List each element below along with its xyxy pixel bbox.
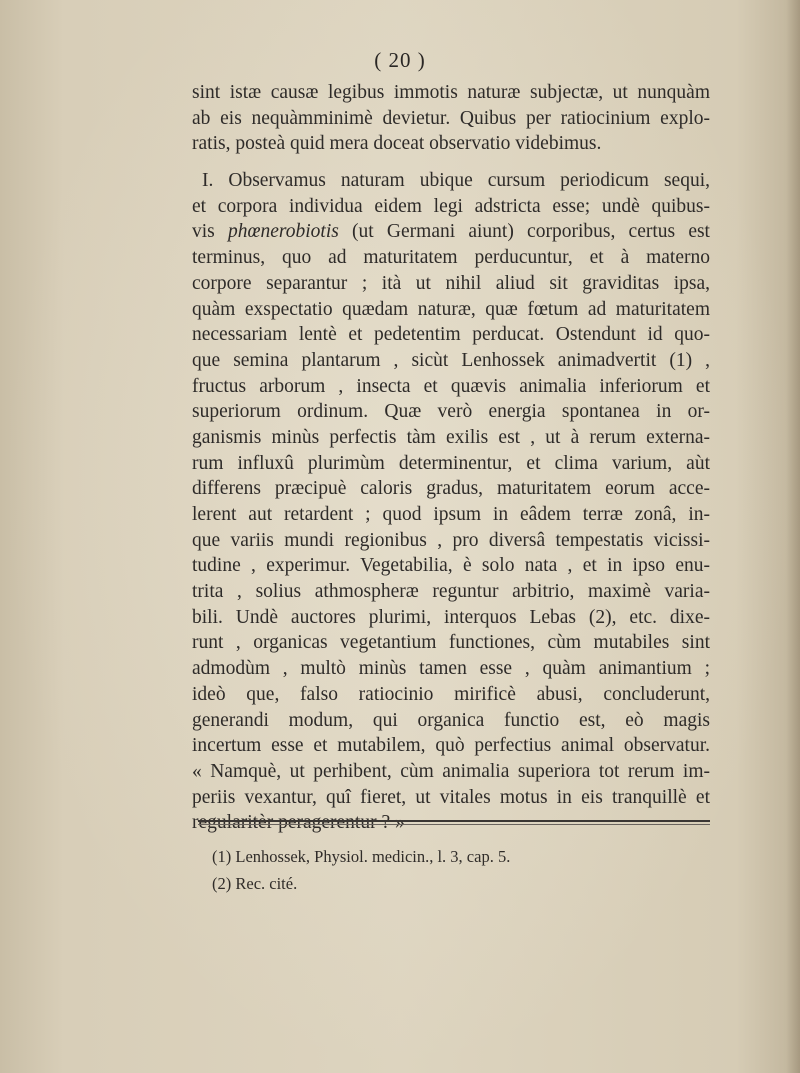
text-line: incertum esse et mutabilem, quò perfectius animal observatur. — [192, 735, 710, 757]
text-line: periis vexantur, quî fieret, ut vitales motus in eis tranquillè et — [192, 786, 710, 808]
text-line: ratis, posteà quid mera doceat observatio videbimus. — [192, 133, 602, 155]
text-line: tudine , experimur. Vegetabilia, è solo nata , et in ipso enu- — [192, 555, 710, 577]
text-line: fructus arborum , insecta et quævis animalia inferiorum et — [192, 375, 710, 397]
text-line: generandi modum, qui organica functio est, eò magis — [192, 709, 710, 731]
footnote-1: (1) Lenhossek, Physiol. medicin., l. 3, cap. 5. — [212, 847, 511, 866]
text-line: ideò que, falso ratiocinio mirificè abusi, concluderunt, — [192, 683, 710, 705]
text-line: ganismis minùs perfectis tàm exilis est , ut à rerum externa- — [192, 426, 710, 448]
text-line: rum influxû plurimùm determinentur, et clima varium, aùt — [192, 452, 710, 474]
text-line: runt , organicas vegetantium functiones, cùm mutabiles sint — [192, 632, 710, 654]
text-line: lerent aut retardent ; quod ipsum in eâdem terræ zonâ, in- — [192, 504, 710, 525]
footnote-rule-thin — [198, 824, 710, 825]
text-line: necessariam lentè et pedetentim perducat. Ostendunt id quo- — [192, 324, 710, 346]
text-line-with-italic: vis phœnerobiotis (ut Germani aiunt) corporibus, certus est — [192, 221, 710, 243]
text-line: « Namquè, ut perhibent, cùm animalia superiora tot rerum im- — [192, 760, 710, 782]
text-line: corpore separantur ; ità ut nihil aliud sit graviditas ipsa, — [192, 272, 710, 294]
text-line: bili. Undè auctores plurimi, interquos Lebas (2), etc. dixe- — [192, 606, 710, 628]
text-line: differens præcipuè caloris gradus, maturitatem eorum acce- — [192, 478, 710, 500]
text-line: quàm exspectatio quædam naturæ, quæ fœtum ad maturitatem — [192, 298, 710, 320]
page-number: ( 20 ) — [374, 48, 426, 72]
text-line: admodùm , multò minùs tamen esse , quàm animantium ; — [192, 658, 710, 680]
text-line: ab eis nequàmminimè devietur. Quibus per ratiocinium explo- — [192, 107, 710, 129]
text-line: et corpora individua eidem legi adstricta esse; undè quibus- — [192, 195, 710, 217]
footnote-2: (2) Rec. cité. — [212, 874, 298, 893]
text-line: superiorum ordinum. Quæ verò energia spontanea in or- — [192, 401, 710, 423]
text-line: trita , solius athmospheræ reguntur arbitrio, maximè varia- — [192, 581, 710, 603]
text-line: que variis mundi regionibus , pro diversâ tempestatis vicissi- — [192, 529, 710, 551]
body-text — [192, 80, 710, 836]
text-line: terminus, quo ad maturitatem perducuntur, et à materno — [192, 247, 710, 269]
italic-term: phœnerobiotis — [227, 221, 339, 243]
text-line: que semina plantarum , sicùt Lenhossek animadvertit (1) , — [192, 349, 710, 371]
text-line: sint istæ causæ legibus immotis naturæ subjectæ, ut nunquàm — [192, 82, 710, 103]
footnotes — [212, 843, 612, 897]
text-line: regularitèr peragerentur ? » — [192, 812, 405, 834]
paragraph-gap — [192, 157, 710, 168]
page-edge-shadow — [786, 0, 800, 1073]
footnote-rule — [198, 820, 710, 822]
text-line: I. Observamus naturam ubique cursum periodicum sequi, — [202, 170, 710, 192]
